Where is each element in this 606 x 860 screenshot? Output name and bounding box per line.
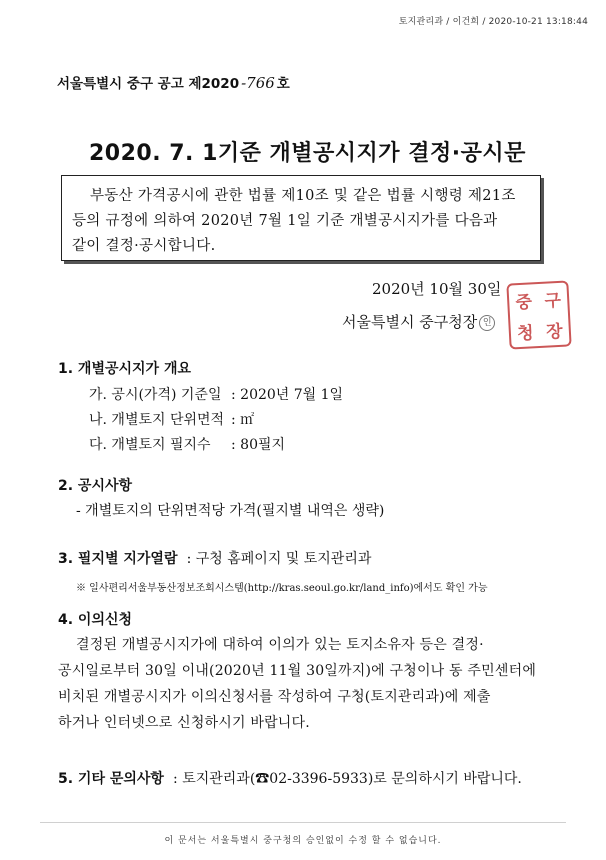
- notice-number-prefix: 서울특별시 중구 공고 제2020: [57, 76, 240, 92]
- footer-divider: [40, 822, 566, 823]
- document-header-stamp: 토지관리과 / 이건희 / 2020-10-21 13:18:44: [398, 17, 588, 27]
- overview-item-label: 다. 개별토지 필지수: [89, 437, 211, 453]
- section-1-heading: 1. 개별공시지가 개요: [58, 361, 191, 377]
- overview-item-value: : 2020년 7월 1일: [231, 387, 344, 403]
- intro-line: 등의 규정에 의하여 2020년 7월 1일 기준 개별공시지가를 다음과: [72, 213, 498, 229]
- seal-char: 청: [516, 323, 535, 345]
- section-5-heading: [58, 768, 522, 788]
- section-3-heading: [58, 548, 371, 568]
- intro-line: 부동산 가격공시에 관한 법률 제10조 및 같은 법률 시행령 제21조: [90, 188, 516, 204]
- seal-char: 장: [545, 321, 564, 343]
- objection-line: 결정된 개별공시지가에 대하여 이의가 있는 토지소유자 등은 결정·: [76, 637, 484, 653]
- footer-notice: 이 문서는 서울특별시 중구청의 승인없이 수정 할 수 없습니다.: [164, 836, 442, 846]
- page-title: 2020. 7. 1기준 개별공시지가 결정·공시문: [89, 141, 526, 166]
- disclosure-text: - 개별토지의 단위면적당 가격(필지별 내역은 생략): [76, 503, 385, 519]
- objection-line: 공시일로부터 30일 이내(2020년 11월 30일까지)에 구청이나 동 주민센터에: [58, 663, 537, 679]
- section-3-detail: : 구청 홈페이지 및 토지관리과: [186, 551, 372, 567]
- notice-number-handwritten: -766: [241, 74, 275, 92]
- notice-date: 2020년 10월 30일: [372, 280, 502, 298]
- section-5-title: 5. 기타 문의사항: [58, 771, 164, 787]
- overview-item-value: : 80필지: [231, 437, 286, 453]
- notice-number-suffix: 호: [276, 76, 290, 92]
- objection-line: 하거나 인터넷으로 신청하시기 바랍니다.: [58, 715, 310, 731]
- issuer-name: 서울특별시 중구청장: [342, 313, 478, 331]
- seal-char: 중: [515, 292, 533, 314]
- seal-char: 구: [544, 290, 562, 312]
- official-seal: [506, 280, 571, 349]
- section-3-title: 3. 필지별 지가열람: [58, 551, 178, 567]
- issuer: [342, 311, 495, 332]
- notice-number: [57, 72, 290, 92]
- section-2-heading: 2. 공시사항: [58, 478, 133, 494]
- seal-mark: 인: [479, 315, 495, 331]
- overview-item-label: 나. 개별토지 단위면적: [89, 412, 225, 428]
- section-4-heading: 4. 이의신청: [58, 612, 133, 628]
- intro-box: [61, 175, 541, 261]
- overview-item-label: 가. 공시(가격) 기준일: [89, 387, 222, 403]
- section-3-note: ※ 일사편리서울부동산정보조회시스템(http://kras.seoul.go.kr/land_info)에서도 확인 가능: [76, 583, 488, 594]
- overview-item-value: : ㎡: [231, 412, 255, 428]
- intro-line: 같이 결정·공시합니다.: [72, 238, 216, 254]
- contact-text: : 토지관리과(☎02-3396-5933)로 문의하시기 바랍니다.: [173, 771, 522, 787]
- objection-line: 비치된 개별공시지가 이의신청서를 작성하여 구청(토지관리과)에 제출: [58, 689, 491, 705]
